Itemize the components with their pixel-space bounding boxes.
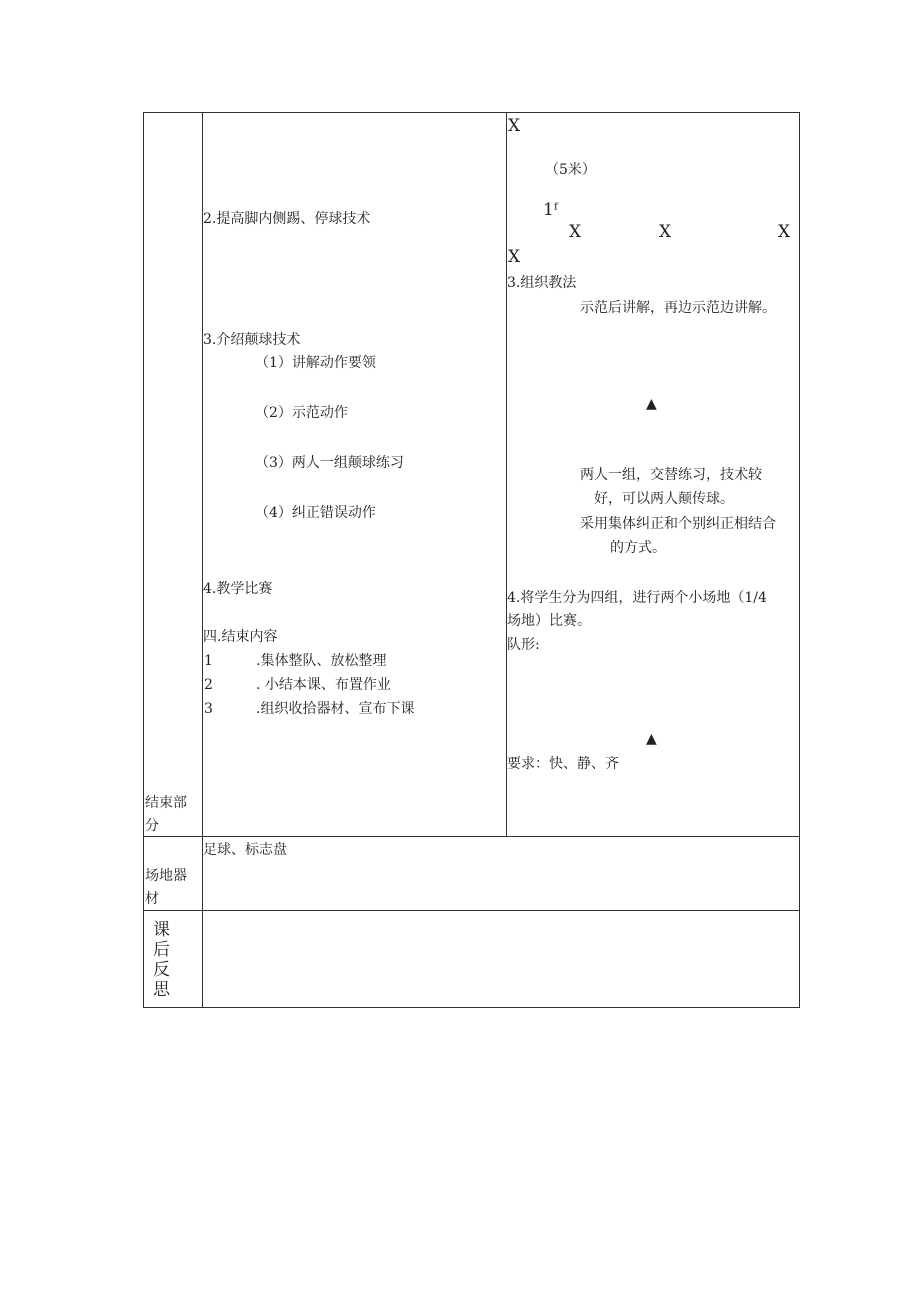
formation-label: 队形:: [507, 637, 540, 653]
requirement-text: 要求：快、静、齐: [507, 756, 619, 772]
sub-item-demo: （2）示范动作: [255, 405, 348, 421]
formation-x-bottom: X: [508, 247, 521, 267]
correction-line2: 的方式。: [610, 540, 666, 556]
end-item-number: 2: [204, 677, 213, 693]
sub-item-explain: （1）讲解动作要领: [255, 355, 376, 371]
reflection-label-char: 思: [153, 980, 170, 1000]
table-left-border: [143, 112, 144, 1008]
col-divider-1: [202, 112, 203, 1008]
end-item-number: 1: [204, 653, 213, 669]
coach-triangle-icon: ▲: [646, 731, 657, 747]
table-top-border: [143, 112, 800, 113]
distance-label: （5米）: [545, 162, 596, 178]
row-divider-end: [143, 836, 800, 837]
row-divider-venue: [143, 910, 800, 911]
end-item-number: 3: [204, 701, 213, 717]
pair-practice-line2: 好，可以两人颠传球。: [594, 491, 734, 507]
sub-item-pair-practice: （3）两人一组颠球练习: [255, 455, 404, 471]
match-arrangement-line1: 4.将学生分为四组，进行两个小场地（1/4: [507, 590, 767, 606]
end-item-text: .集体整队、放松整理: [256, 653, 387, 669]
venue-label-line1: 场地器: [145, 868, 187, 884]
organization-title: 3.组织教法: [507, 275, 577, 291]
item-juggling-intro: 3.介绍颠球技术: [203, 332, 301, 348]
reflection-label-char: 后: [153, 940, 170, 960]
reflection-label-char: 反: [153, 960, 170, 980]
correction-line1: 采用集体纠正和个别纠正相结合: [580, 516, 776, 532]
sub-item-correct: （4）纠正错误动作: [255, 505, 376, 521]
table-right-border: [799, 112, 800, 1008]
formation-x-row: X: [569, 222, 582, 242]
item-teaching-match: 4.教学比赛: [203, 581, 273, 597]
coach-triangle-icon: ▲: [646, 396, 657, 412]
match-arrangement-line2: 场地）比赛。: [507, 613, 591, 629]
col-divider-2: [506, 112, 507, 837]
end-content-title: 四.结束内容: [203, 629, 278, 645]
table-bottom-border: [143, 1007, 800, 1008]
end-section-label-line2: 分: [145, 818, 159, 834]
reflection-label-char: 课: [153, 920, 170, 940]
end-section-label-line1: 结束部: [145, 795, 187, 811]
equipment-text: 足球、标志盘: [203, 842, 287, 858]
item-kick-technique: 2.提高脚内侧踢、停球技术: [203, 211, 371, 227]
position-marker: 1ᶠ: [543, 200, 558, 220]
end-item-text: .组织收拾器材、宣布下课: [256, 701, 415, 717]
end-item-text: . 小结本课、布置作业: [256, 677, 391, 693]
formation-x-row: X: [659, 222, 672, 242]
venue-label-line2: 材: [145, 891, 159, 907]
formation-x-top: X: [508, 116, 521, 136]
pair-practice-line1: 两人一组，交替练习，技术较: [580, 467, 762, 483]
formation-x-row: X: [778, 222, 791, 242]
demo-method-text: 示范后讲解，再边示范边讲解。: [580, 300, 776, 316]
